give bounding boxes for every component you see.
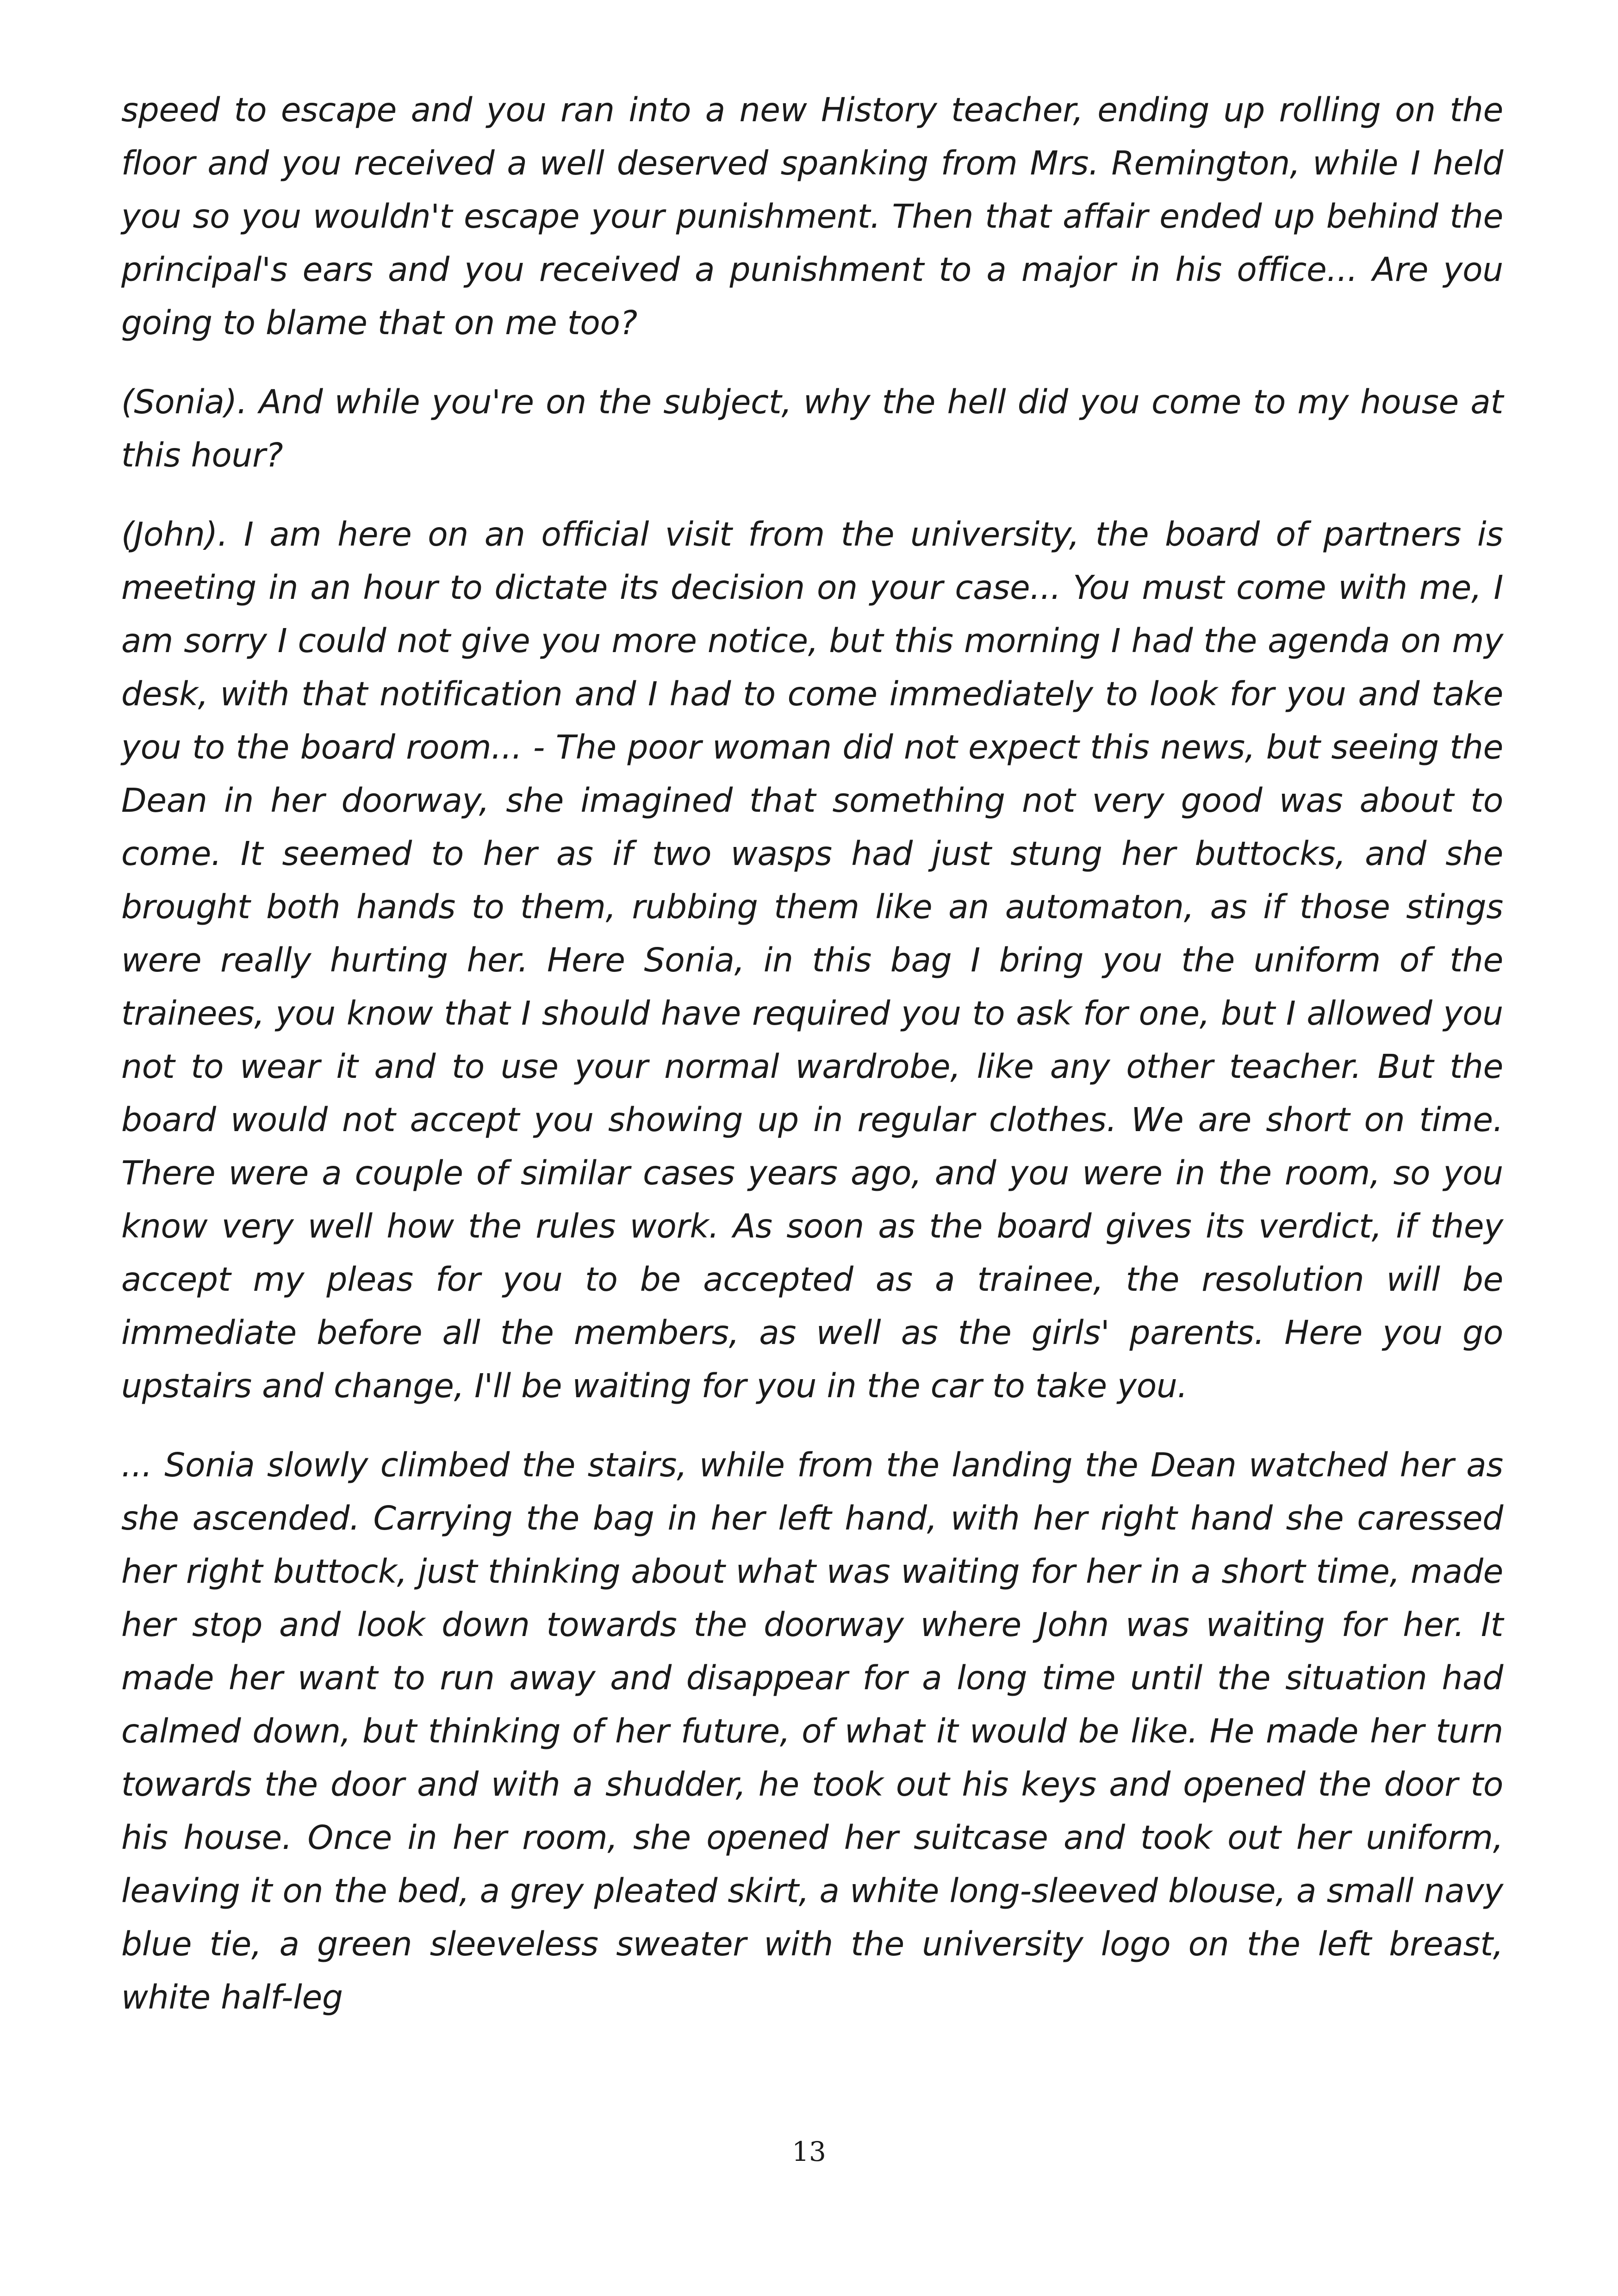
body-text xyxy=(121,83,1503,2050)
page-number: 13 xyxy=(792,2136,826,2167)
paragraph-narration-punishment: speed to escape and you ran into a new History teacher, ending up rolling on the floor and you received a well deserved spanking from Mrs. Remington, while I held you so you wouldn't escape your punishment. Then that affair ended up behind the principal's ears and you received a punishment to a major in his office... Are you going to blame that on me too? xyxy=(121,91,1503,342)
paragraph-john-explanation: (John). I am here on an official visit from the university, the board of partners is meeting in an hour to dictate its decision on your case... You must come with me, I am sorry I could not give you more notice, but this morning I had the agenda on my desk, with that notification and I had to come immediately to look for you and take you to the board room... - The poor woman did not expect this news, but seeing the Dean in her doorway, she imagined that something not very good was about to come. It seemed to her as if two wasps had just stung her buttocks, and she brought both hands to them, rubbing them like an automaton, as if those stings were really hurting her. Here Sonia, in this bag I bring you the uniform of the trainees, you know that I should have required you to ask for one, but I allowed you not to wear it and to use your normal wardrobe, like any other teacher. But the board would not accept you showing up in regular clothes. We are short on time. There were a couple of similar cases years ago, and you were in the room, so you know very well how the rules work. As soon as the board gives its verdict, if they accept my pleas for you to be accepted as a trainee, the resolution will be immediate before all the members, as well as the girls' parents. Here you go upstairs and change, I'll be waiting for you in the car to take you. xyxy=(121,515,1503,1405)
paragraph-sonia-climbs-stairs: ... Sonia slowly climbed the stairs, while from the landing the Dean watched her as she ascended. Carrying the bag in her left hand, with her right hand she caressed her right buttock, just thinking about what was waiting for her in a short time, made her stop and look down towards the doorway where John was waiting for her. It made her want to run away and disappear for a long time until the situation had calmed down, but thinking of her future, of what it would be like. He made her turn towards the door and with a shudder, he took out his keys and opened the door to his house. Once in her room, she opened her suitcase and took out her uniform, leaving it on the bed, a grey pleated skirt, a white long-sleeved blouse, a small navy blue tie, a green sleeveless sweater with the university logo on the left breast, white half-leg xyxy=(121,1446,1503,2016)
paragraph-sonia-question: (Sonia). And while you're on the subject, why the hell did you come to my house at this hour? xyxy=(121,383,1503,474)
